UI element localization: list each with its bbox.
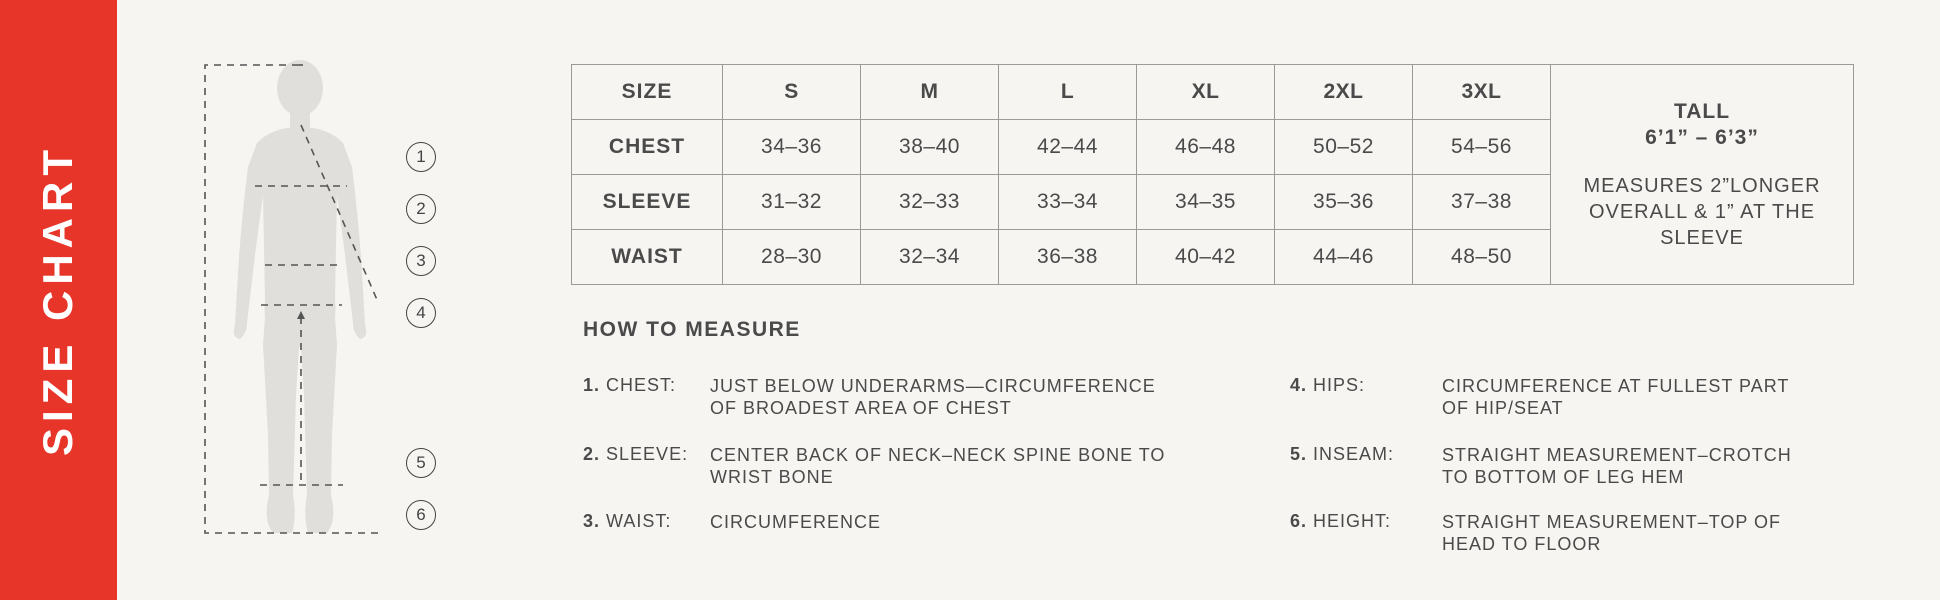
table-cell: 42–44 bbox=[999, 120, 1137, 175]
size-table bbox=[571, 64, 1854, 285]
header-cell: L bbox=[999, 65, 1137, 120]
marker-4: 4 bbox=[406, 298, 436, 328]
title-banner bbox=[0, 0, 117, 600]
measure-desc: JUST BELOW UNDERARMS—CIRCUMFERENCE OF BROADEST AREA OF CHEST bbox=[710, 376, 1156, 418]
tall-title: TALL bbox=[1673, 99, 1731, 123]
table-cell: 32–33 bbox=[861, 175, 999, 230]
marker-3: 3 bbox=[406, 246, 436, 276]
table-cell: 50–52 bbox=[1275, 120, 1413, 175]
table-cell: 54–56 bbox=[1413, 120, 1551, 175]
marker-2: 2 bbox=[406, 194, 436, 224]
header-cell: M bbox=[861, 65, 999, 120]
table-cell: 34–35 bbox=[1137, 175, 1275, 230]
header-cell: 2XL bbox=[1275, 65, 1413, 120]
table-cell: 31–32 bbox=[723, 175, 861, 230]
table-cell: 35–36 bbox=[1275, 175, 1413, 230]
table-cell: 32–34 bbox=[861, 230, 999, 285]
measure-label: HIPS: bbox=[1313, 375, 1366, 395]
measure-num: 4. bbox=[1290, 375, 1308, 395]
table-cell: 40–42 bbox=[1137, 230, 1275, 285]
marker-5: 5 bbox=[406, 448, 436, 478]
table-cell: 37–38 bbox=[1413, 175, 1551, 230]
measure-label: SLEEVE: bbox=[606, 444, 689, 464]
marker-6: 6 bbox=[406, 500, 436, 530]
tall-note: MEASURES 2”LONGER OVERALL & 1” AT THE SLEEVE bbox=[1583, 174, 1821, 249]
measure-label: HEIGHT: bbox=[1313, 511, 1392, 531]
marker-1: 1 bbox=[406, 142, 436, 172]
body-figure bbox=[195, 55, 455, 550]
header-cell: XL bbox=[1137, 65, 1275, 120]
header-cell: 3XL bbox=[1413, 65, 1551, 120]
measure-desc: CIRCUMFERENCE AT FULLEST PART OF HIP/SEAT bbox=[1442, 376, 1790, 418]
measure-label: INSEAM: bbox=[1313, 444, 1395, 464]
measure-desc: CENTER BACK OF NECK–NECK SPINE BONE TO WRIST BONE bbox=[710, 445, 1166, 487]
header-cell: SIZE bbox=[572, 65, 723, 120]
table-cell: 48–50 bbox=[1413, 230, 1551, 285]
tall-range: 6’1” – 6’3” bbox=[1645, 125, 1759, 149]
measure-desc: CIRCUMFERENCE bbox=[710, 512, 882, 532]
table-cell: 38–40 bbox=[861, 120, 999, 175]
table-cell: 34–36 bbox=[723, 120, 861, 175]
measure-num: 6. bbox=[1290, 511, 1308, 531]
row-label: WAIST bbox=[572, 230, 723, 285]
measure-label: CHEST: bbox=[606, 375, 677, 395]
tall-info-cell bbox=[1551, 65, 1854, 285]
how-to-measure-title: HOW TO MEASURE bbox=[583, 318, 801, 341]
measure-label: WAIST: bbox=[606, 511, 672, 531]
header-cell: S bbox=[723, 65, 861, 120]
table-cell: 36–38 bbox=[999, 230, 1137, 285]
measure-num: 2. bbox=[583, 444, 601, 464]
measure-desc: STRAIGHT MEASUREMENT–TOP OF HEAD TO FLOOR bbox=[1442, 512, 1782, 554]
measure-num: 1. bbox=[583, 375, 601, 395]
page-title: SIZE CHART bbox=[34, 144, 81, 456]
row-label: SLEEVE bbox=[572, 175, 723, 230]
measure-num: 3. bbox=[583, 511, 601, 531]
row-label: CHEST bbox=[572, 120, 723, 175]
table-header-row bbox=[572, 65, 1854, 120]
table-cell: 46–48 bbox=[1137, 120, 1275, 175]
measure-num: 5. bbox=[1290, 444, 1308, 464]
table-cell: 28–30 bbox=[723, 230, 861, 285]
measure-desc: STRAIGHT MEASUREMENT–CROTCH TO BOTTOM OF LEG HEM bbox=[1442, 445, 1792, 487]
table-cell: 44–46 bbox=[1275, 230, 1413, 285]
table-cell: 33–34 bbox=[999, 175, 1137, 230]
